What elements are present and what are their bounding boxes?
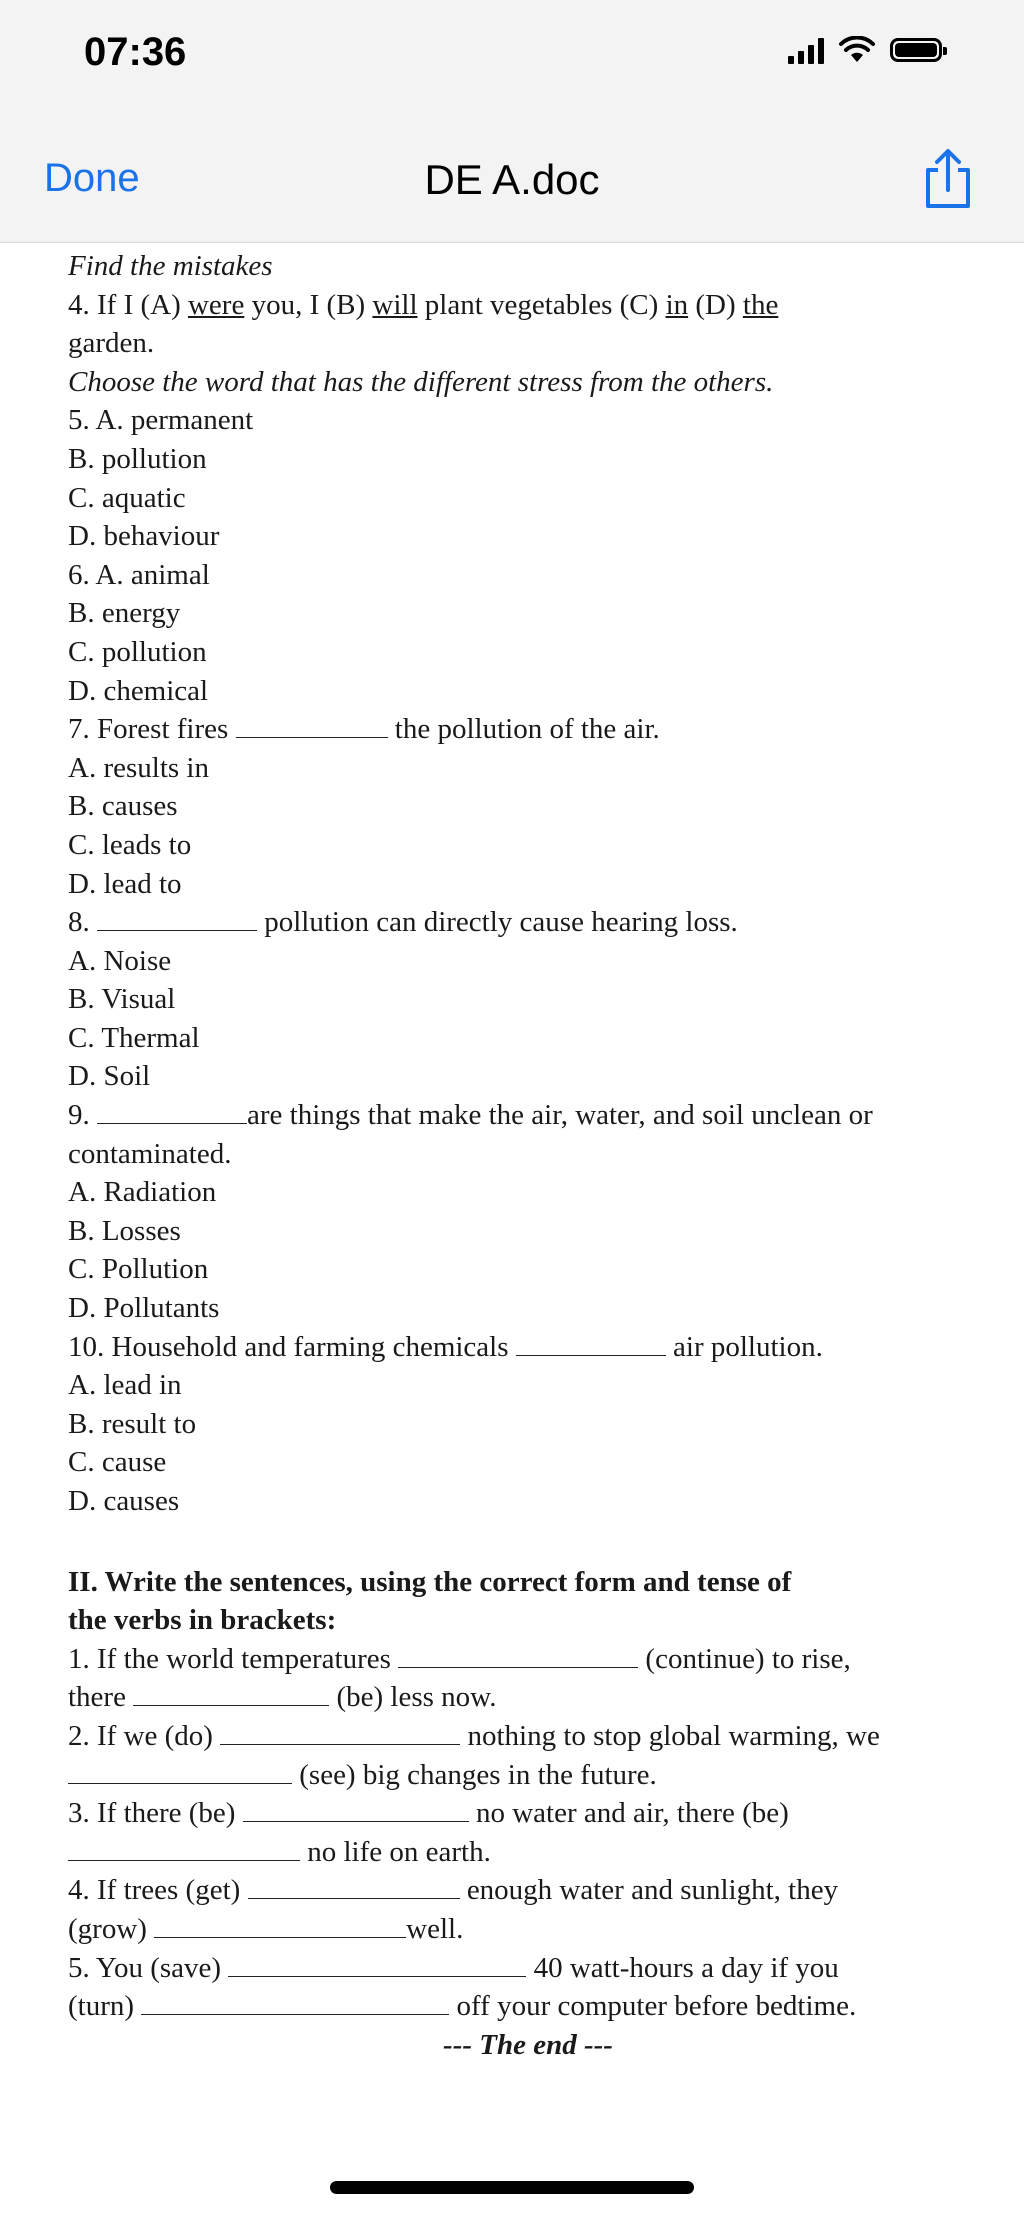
section-2-heading-continued: the verbs in brackets: (68, 1604, 337, 1637)
wifi-icon (838, 36, 876, 64)
question-10: 10. Household and farming chemicals air pollution. (68, 1330, 823, 1363)
question-4: 4. If I (A) were you, I (B) will plant vegetables (C) in (D) the (68, 288, 779, 321)
q5-option: B. pollution (68, 442, 207, 475)
q5-option: 5. A. permanent (68, 404, 254, 437)
q5-option: C. aquatic (68, 481, 186, 514)
q7-option: B. causes (68, 790, 178, 823)
battery-icon (890, 38, 942, 62)
q7-option: A. results in (68, 751, 209, 784)
question-4-continued: garden. (68, 327, 155, 360)
cellular-signal-icon (788, 36, 824, 64)
instruction-stress: Choose the word that has the different stress from the others. (68, 365, 774, 398)
q7-option: D. lead to (68, 867, 182, 900)
q8-option: D. Soil (68, 1060, 151, 1093)
write-sentence-5-continued: (turn) off your computer before bedtime. (68, 1990, 857, 2023)
q10-option: A. lead in (68, 1369, 182, 1402)
write-sentence-1-continued: there (be) less now. (68, 1681, 497, 1714)
q6-option: B. energy (68, 597, 181, 630)
q10-option: D. causes (68, 1485, 180, 1517)
write-sentence-3-continued: no life on earth. (68, 1833, 988, 1872)
q9-option: A. Radiation (68, 1176, 217, 1209)
document-end: --- The end --- (443, 2028, 613, 2061)
q6-option: D. chemical (68, 674, 209, 707)
q6-option: 6. A. animal (68, 558, 210, 591)
q10-option: C. cause (68, 1446, 167, 1479)
question-9: 9. are things that make the air, water, and soil unclean or (68, 1099, 873, 1132)
document-content (68, 247, 988, 2064)
q10-option: B. result to (68, 1407, 197, 1440)
instruction-find-mistakes: Find the mistakes (68, 250, 273, 282)
q8-option: B. Visual (68, 983, 176, 1016)
status-icons (788, 36, 942, 64)
write-sentence-1: 1. If the world temperatures (continue) to rise, (68, 1642, 851, 1675)
document-title: DE A.doc (424, 156, 600, 203)
done-button[interactable]: Done (44, 156, 140, 200)
q5-option: D. behaviour (68, 520, 220, 553)
q9-option: C. Pollution (68, 1253, 209, 1286)
write-sentence-4-continued: (grow) well. (68, 1912, 464, 1945)
q7-option: C. leads to (68, 828, 192, 861)
section-2-heading: II. Write the sentences, using the correct form and tense of (68, 1565, 792, 1598)
status-time: 07:36 (84, 30, 187, 74)
share-icon[interactable] (918, 146, 978, 212)
write-sentence-2-continued: (see) big changes in the future. (68, 1756, 988, 1795)
q8-option: A. Noise (68, 944, 172, 977)
write-sentence-5: 5. You (save) 40 watt-hours a day if you (68, 1951, 839, 1984)
top-bar (0, 0, 1024, 243)
home-indicator[interactable] (330, 2181, 694, 2194)
q6-option: C. pollution (68, 635, 207, 668)
q8-option: C. Thermal (68, 1021, 200, 1054)
write-sentence-4: 4. If trees (get) enough water and sunlight, they (68, 1874, 839, 1907)
question-9-continued: contaminated. (68, 1137, 232, 1170)
q9-option: B. Losses (68, 1214, 181, 1247)
q9-option: D. Pollutants (68, 1292, 220, 1325)
write-sentence-3: 3. If there (be) no water and air, there (be) (68, 1797, 789, 1830)
write-sentence-2: 2. If we (do) nothing to stop global warming, we (68, 1719, 880, 1752)
question-8: 8. pollution can directly cause hearing loss. (68, 906, 738, 939)
question-7: 7. Forest fires the pollution of the air. (68, 713, 660, 746)
